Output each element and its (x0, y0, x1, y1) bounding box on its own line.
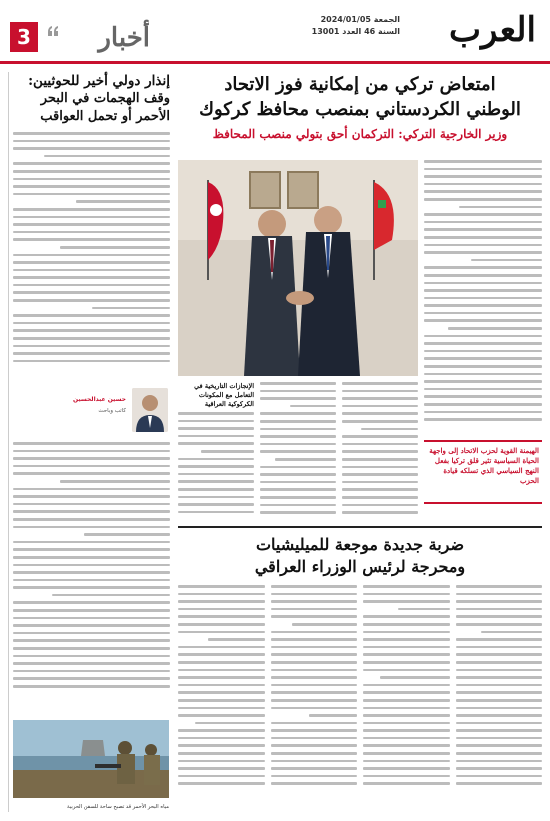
newspaper-logo (416, 10, 536, 50)
lead-subhead: وزير الخارجية التركي: التركمان أحق بتولي منصب المحافظ (212, 127, 508, 141)
second-headline (178, 534, 542, 578)
issue-number: السنة 46 العدد 13001 (311, 27, 400, 36)
logo-text: العرب (449, 10, 536, 50)
issue-info (290, 14, 400, 38)
second-story-body (178, 585, 542, 810)
lead-body-under-photo (178, 382, 418, 518)
second-body-col-1 (456, 585, 543, 790)
lead-headline (178, 72, 542, 122)
lead-headline-line2: الوطني الكردستاني بمنصب محافظ كركوك (199, 99, 521, 120)
left-column-story (8, 72, 170, 812)
lead-body-right-text (424, 160, 542, 426)
writer-portrait-icon (132, 388, 168, 432)
left-body-text-continued (13, 442, 170, 712)
masthead (0, 0, 550, 64)
pull-quote-text: الهيمنة القوية لحزب الاتحاد إلى واجهة الحياة السياسية تثير قلق تركيا بفعل النهج السياسي الذي تسلكه قيادة الحزب (429, 446, 539, 485)
page-number: 3 (10, 22, 38, 52)
left-body-text (13, 132, 170, 380)
writer-name: حسين عبدالحسين (73, 396, 126, 403)
writer-role: كاتب وباحث (98, 408, 126, 414)
issue-date: الجمعة 2024/01/05 (320, 15, 400, 24)
inset-title: الإنجازات التاريخية في التعامل مع المكونات الكركوكية العراقية (194, 382, 254, 408)
left-headline-line2: وقف الهجمات في البحر (40, 91, 170, 106)
lead-body-col-1 (342, 382, 418, 518)
soldiers-on-ship-icon (13, 720, 169, 798)
lead-headline-line1: امتعاض تركي من إمكانية فوز الاتحاد (224, 74, 496, 95)
warship-photo (13, 720, 169, 798)
section-name: أخبار (98, 23, 150, 53)
left-headline-line3: الأحمر أو تحمل العواقب (40, 109, 170, 124)
second-body-col-2 (363, 585, 450, 790)
second-body-col-4 (178, 585, 265, 790)
writer-byline (13, 386, 170, 436)
second-body-col-3 (271, 585, 358, 790)
handshake-photo-icon (178, 160, 418, 376)
left-headline-kicker: إنذار دولي أخير للحوثيين: (28, 73, 170, 89)
quote-icon (46, 24, 60, 38)
section-header (10, 20, 150, 60)
lead-body-col-2 (260, 382, 336, 518)
lead-body-col-3 (178, 382, 254, 518)
writer-photo (132, 388, 168, 432)
pull-quote (424, 440, 542, 504)
second-headline-line1: ضربة جديدة موجعة للميليشيات (255, 535, 465, 554)
second-story-header (178, 526, 542, 578)
lead-photo (178, 160, 418, 376)
second-headline-line2: ومحرجة لرئيس الوزراء العراقي (254, 557, 466, 576)
left-headline (13, 72, 170, 126)
photo-caption: مياه البحر الأحمر قد تصبح ساحة للسفن الحربية (67, 804, 169, 810)
lead-story-header (178, 72, 542, 143)
